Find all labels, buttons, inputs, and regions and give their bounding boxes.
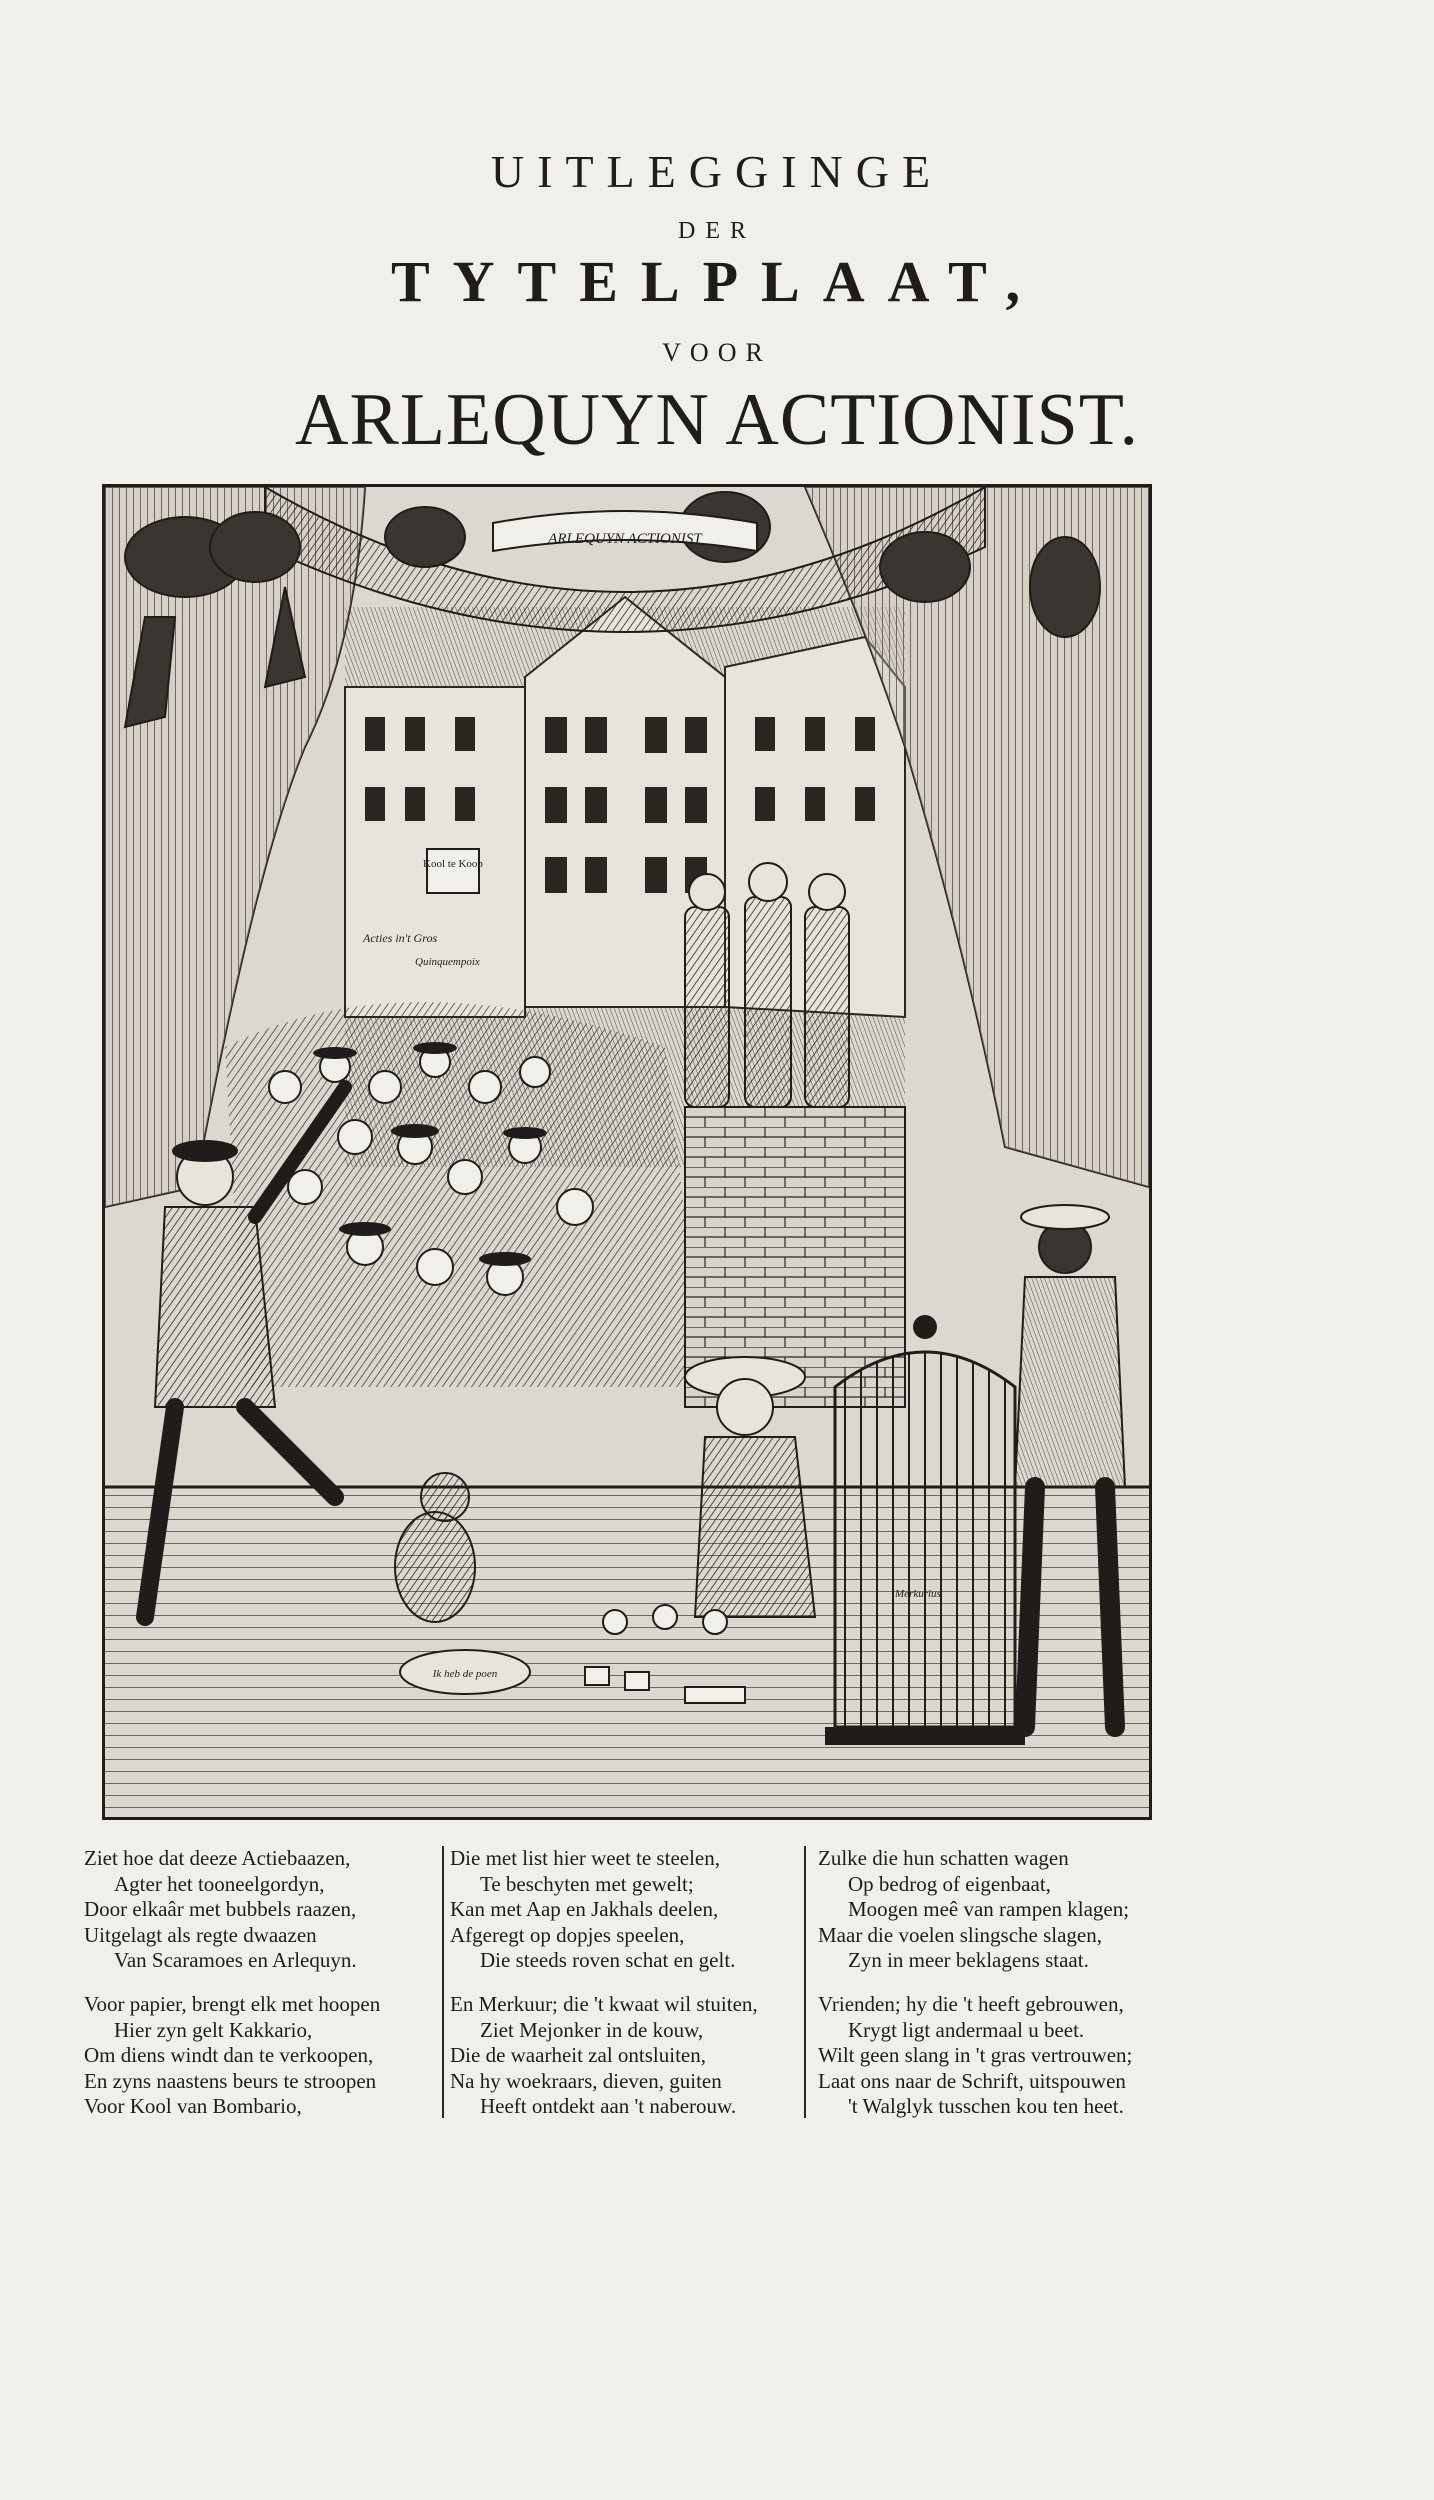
- verse-line: En zyns naastens beurs te stroopen: [84, 2068, 377, 2093]
- verse-line: Kan met Aap en Jakhals deelen,: [450, 1897, 719, 1922]
- verse-line: Maar die voelen slingsche slagen,: [818, 1922, 1102, 1947]
- verse-line: Afgeregt op dopjes speelen,: [450, 1922, 685, 1947]
- crowd: [225, 1002, 705, 1387]
- verse-line: Die de waarheit zal ontsluiten,: [450, 2043, 706, 2068]
- verse-column-2: [450, 1846, 810, 2120]
- verse-line: Door elkaâr met bubbels raazen,: [84, 1897, 357, 1922]
- sign-kool-text: Kool te Koop: [423, 858, 483, 870]
- verse-column-1: [84, 1846, 436, 2120]
- coin-sack: [400, 1650, 530, 1694]
- verse-line: Na hy woekraars, dieven, guiten: [450, 2068, 722, 2093]
- banner-text: ARLEQUYN ACTIONIST: [548, 531, 702, 547]
- verse-line: Op bedrog of eigenbaat,: [848, 1871, 1051, 1896]
- title-banner: [493, 511, 757, 551]
- verse-line: Ziet hoe dat deeze Actiebaazen,: [84, 1846, 351, 1870]
- sign-acties: Acties in't Gros: [363, 931, 438, 945]
- verse-line: Om diens windt dan te verkoopen,: [84, 2043, 374, 2068]
- verse-line: Agter het tooneelgordyn,: [114, 1871, 325, 1896]
- verse-line: En Merkuur; die 't kwaat wil stuiten,: [450, 1991, 758, 2016]
- title-line-4: VOOR: [662, 338, 772, 367]
- verse-line: Zulke die hun schatten wagen: [818, 1846, 1069, 1870]
- verse-line: Wilt geen slang in 't gras vertrouwen;: [818, 2043, 1133, 2068]
- engraving-illustration: [105, 487, 1149, 1817]
- verse-line: Laat ons naar de Schrift, uitspouwen: [818, 2068, 1126, 2093]
- verse-line: Uitgelagt als regte dwaazen: [84, 1922, 317, 1947]
- title-line-1: UITLEGGINGE: [490, 146, 944, 197]
- verse-line: Voor papier, brengt elk met hoopen: [84, 1991, 381, 2016]
- verse-line: Ziet Mejonker in de kouw,: [480, 2017, 704, 2042]
- sign-quinquempoix: Quinquempoix: [415, 956, 480, 968]
- figures-on-wall: [685, 863, 849, 1107]
- birdcage: [825, 1315, 1025, 1745]
- verse-line: Van Scaramoes en Arlequyn.: [114, 1948, 357, 1973]
- engraving-plate: [102, 484, 1152, 1820]
- column-divider: [804, 1846, 806, 2118]
- column-divider: [442, 1846, 444, 2118]
- verse-line: 't Walglyk tusschen kou ten heet.: [848, 2094, 1124, 2119]
- verse-line: Die steeds roven schat en gelt.: [480, 1948, 736, 1973]
- verse-line: Voor Kool van Bombario,: [84, 2094, 302, 2119]
- verse-line: Te beschyten met gewelt;: [480, 1871, 694, 1896]
- verse-line: Krygt ligt andermaal u beet.: [848, 2017, 1085, 2042]
- sack-label: Ik heb de poen: [432, 1668, 498, 1680]
- title-line-2: DER: [678, 218, 756, 244]
- verse-line: Vrienden; hy die 't heeft gebrouwen,: [818, 1991, 1124, 2016]
- title-line-5: ARLEQUYN ACTIONIST.: [295, 379, 1139, 461]
- verse-block: [80, 1846, 1370, 2126]
- verse-line: Moogen meê van rampen klagen;: [848, 1897, 1130, 1922]
- cage-label: Merkurius: [895, 1588, 941, 1600]
- verse-line: Hier zyn gelt Kakkario,: [114, 2017, 313, 2042]
- title-line-3: TYTELPLAAT,: [390, 249, 1044, 314]
- verse-column-3: [818, 1846, 1258, 2120]
- sign-kool: [423, 849, 483, 893]
- verse-line: Die met list hier weet te steelen,: [450, 1846, 720, 1870]
- verse-line: Zyn in meer beklagens staat.: [848, 1948, 1089, 1973]
- verse-line: Heeft ontdekt aan 't naberouw.: [480, 2094, 737, 2119]
